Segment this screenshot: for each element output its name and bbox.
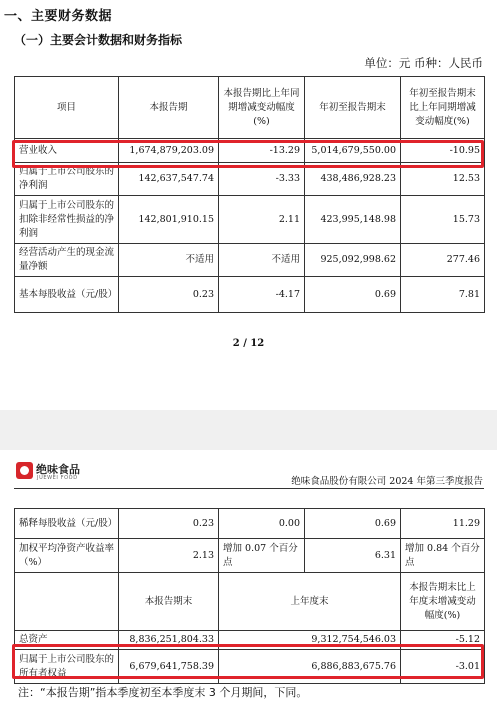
- cell-value: 5,014,679,550.00: [305, 139, 401, 163]
- cell-value: 11.29: [401, 509, 485, 539]
- cell-value: 增加 0.84 个百分点: [401, 539, 485, 573]
- highlight-box-revenue: [12, 140, 484, 168]
- table-row: [15, 244, 485, 277]
- cell-value: -3.01: [401, 650, 485, 684]
- cell-value: 9,312,754,546.03: [219, 631, 401, 650]
- cell-value: 6.31: [305, 539, 401, 573]
- page-gap: [0, 410, 497, 450]
- col-header-current-change: 本报告期比上年同期增减变动幅度(%): [219, 77, 305, 139]
- cell-value: 增加 0.07 个百分点: [219, 539, 305, 573]
- cell-value: 不适用: [119, 244, 219, 277]
- table-row: [15, 277, 485, 313]
- cell-value: 0.23: [119, 277, 219, 313]
- row-label: 基本每股收益（元/股）: [15, 277, 119, 313]
- table-row: [15, 509, 485, 539]
- table-subheader-row: [15, 573, 485, 631]
- row-label: 归属于上市公司股东的所有者权益: [15, 650, 119, 684]
- cell-value: 7.81: [401, 277, 485, 313]
- cell-value: 8,836,251,804.33: [119, 631, 219, 650]
- cell-value: -10.95: [401, 139, 485, 163]
- cell-value: 6,886,883,675.76: [219, 650, 401, 684]
- col-header-ytd: 年初至报告期末: [305, 77, 401, 139]
- cell-value: 0.69: [305, 277, 401, 313]
- cell-value: -3.33: [219, 163, 305, 196]
- table-row: [15, 539, 485, 573]
- row-label: 总资产: [15, 631, 119, 650]
- col-header-prior-year-end: 上年度末: [219, 573, 401, 631]
- key-financial-table: [14, 76, 485, 313]
- row-label: 经营活动产生的现金流量净额: [15, 244, 119, 277]
- cell-value: 1,674,879,203.09: [119, 139, 219, 163]
- unit-currency-line: 单位：元 币种：人民币: [364, 56, 483, 70]
- col-header-change: 本报告期末比上年度末增减变动幅度(%): [401, 573, 485, 631]
- table-row: [15, 196, 485, 244]
- cell-value: 925,092,998.62: [305, 244, 401, 277]
- row-label: 营业收入: [15, 139, 119, 163]
- document-header: 绝味食品股份有限公司 2024 年第三季度报告: [291, 476, 483, 487]
- cell-value: 0.23: [119, 509, 219, 539]
- cell-value: 423,995,148.98: [305, 196, 401, 244]
- cell-value: -13.29: [219, 139, 305, 163]
- header-divider: [14, 488, 484, 489]
- col-header-ytd-change: 年初至报告期末比上年同期增减变动幅度(%): [401, 77, 485, 139]
- cell-value: 142,637,547.74: [119, 163, 219, 196]
- cell-value: 438,486,928.23: [305, 163, 401, 196]
- row-label: 归属于上市公司股东的净利润: [15, 163, 119, 196]
- cell-value: 0.69: [305, 509, 401, 539]
- cell-value: 6,679,641,758.39: [119, 650, 219, 684]
- logo-en-text: JUEWEI FOOD: [37, 475, 78, 481]
- cell-value: 15.73: [401, 196, 485, 244]
- col-header-current-period: 本报告期: [119, 77, 219, 139]
- section-title: 一、主要财务数据: [4, 9, 113, 24]
- col-header-item: 项目: [15, 77, 119, 139]
- cell-value: -4.17: [219, 277, 305, 313]
- logo-mark-icon: [16, 462, 33, 479]
- cell-value: 142,801,910.15: [119, 196, 219, 244]
- highlight-box-equity: [12, 644, 484, 679]
- cell-value: 277.46: [401, 244, 485, 277]
- logo-cn-text: 绝味食品: [36, 463, 80, 476]
- blank-cell: [15, 573, 119, 631]
- cell-value: 不适用: [219, 244, 305, 277]
- cell-value: 2.13: [119, 539, 219, 573]
- table-header-row: [15, 77, 485, 139]
- cell-value: 0.00: [219, 509, 305, 539]
- subsection-title: （一）主要会计数据和财务指标: [14, 33, 183, 47]
- row-label: 归属于上市公司股东的扣除非经常性损益的净利润: [15, 196, 119, 244]
- cell-value: 12.53: [401, 163, 485, 196]
- row-label: 加权平均净资产收益率（%）: [15, 539, 119, 573]
- row-label: 稀释每股收益（元/股）: [15, 509, 119, 539]
- cell-value: 2.11: [219, 196, 305, 244]
- footnote: 注：“本报告期”指本季度初至本季度末 3 个月期间，下同。: [18, 686, 308, 699]
- col-header-period-end: 本报告期末: [119, 573, 219, 631]
- cell-value: -5.12: [401, 631, 485, 650]
- page-number: 2 / 12: [232, 338, 265, 349]
